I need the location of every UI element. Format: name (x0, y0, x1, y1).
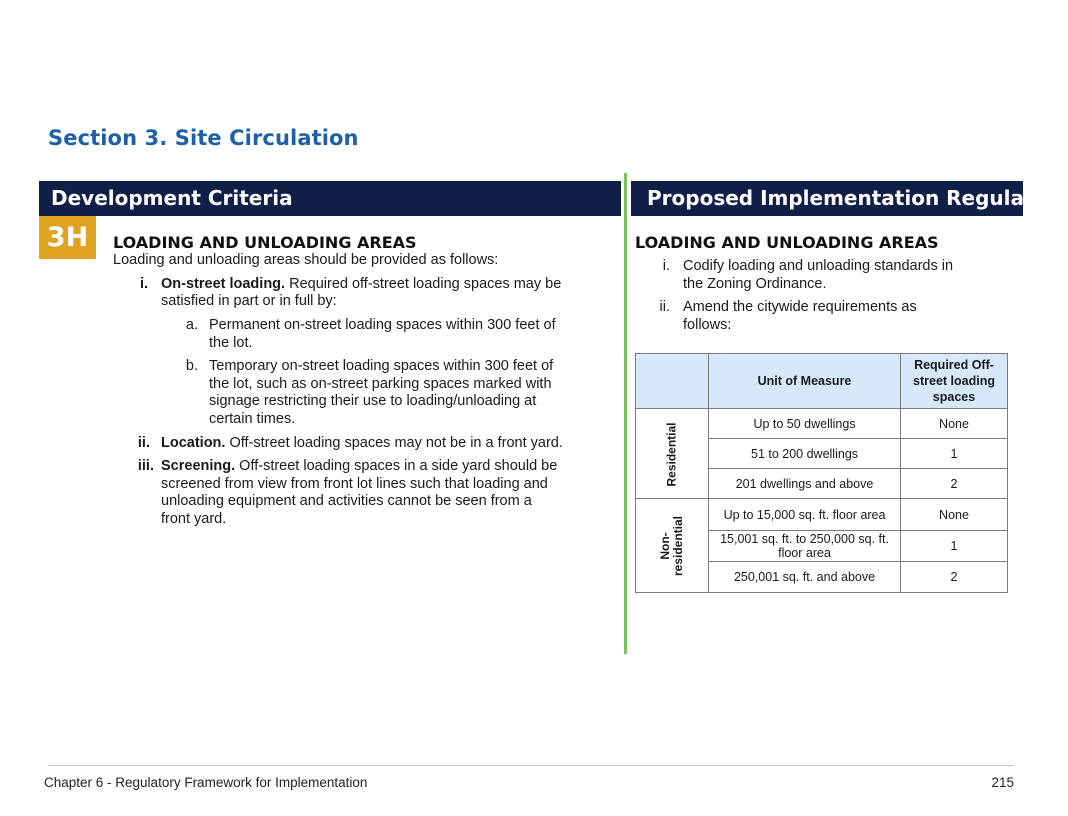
group-nonresidential (636, 499, 709, 593)
table-cell-unit: Up to 50 dwellings (709, 409, 901, 439)
group-residential (636, 409, 709, 499)
table-row (636, 499, 1008, 531)
table-cell-spaces: 2 (901, 562, 1008, 593)
subitem-b-line3: signage restricting their use to loading/unloading at (209, 393, 537, 409)
item-i-line2: satisfied in part or in full by: (161, 293, 337, 309)
item-i-text: Required off-street loading spaces may be (285, 276, 562, 292)
subitem-b-line1: Temporary on-street loading spaces within 300 feet of (209, 358, 554, 374)
rec-i-marker: i. (662, 258, 670, 274)
footer-chapter: Chapter 6 - Regulatory Framework for Implementation (44, 775, 368, 790)
table-cell-spaces: None (901, 499, 1008, 531)
group-nonresidential-label (659, 515, 685, 575)
subitem-a-line1: Permanent on-street loading spaces within 300 feet of (209, 317, 556, 333)
table-cell-spaces: 1 (901, 439, 1008, 469)
rec-i-line1: Codify loading and unloading standards in (683, 258, 954, 274)
table-header-row (636, 354, 1008, 409)
table-cell-spaces: 1 (901, 531, 1008, 562)
item-ii-lead: Location. (161, 435, 226, 451)
section-title: Section 3. Site Circulation (48, 126, 359, 150)
table-header-unit: Unit of Measure (709, 354, 901, 409)
rec-i-line2: the Zoning Ordinance. (683, 276, 827, 292)
table-row (636, 409, 1008, 439)
table-cell-unit: 15,001 sq. ft. to 250,000 sq. ft. floor area (709, 531, 901, 562)
rec-ii-marker: ii. (659, 299, 670, 315)
item-iii-line2: screened from view from front lot lines such that loading and (161, 476, 548, 492)
group-nonresidential-line1: Non- (658, 531, 673, 560)
subitem-b-line4: certain times. (209, 411, 296, 427)
table-cell-unit: 51 to 200 dwellings (709, 439, 901, 469)
table-cell-unit: Up to 15,000 sq. ft. floor area (709, 499, 901, 531)
item-ii-text: Off-street loading spaces may not be in a front yard. (225, 435, 563, 451)
item-i-lead: On-street loading. (161, 276, 286, 292)
subitem-a-line2: the lot. (209, 335, 253, 351)
loading-requirements-table (635, 353, 1008, 593)
subitem-b-line2: the lot, such as on-street parking spaces marked with (209, 376, 552, 392)
item-iii-lead: Screening. (161, 458, 236, 474)
table-header-blank (636, 354, 709, 409)
left-subtitle: LOADING AND UNLOADING AREAS (113, 233, 417, 252)
development-criteria-header: Development Criteria (39, 181, 621, 216)
item-iii-line4: front yard. (161, 511, 227, 527)
group-residential-label: Residential (664, 421, 679, 487)
item-i-marker: i. (139, 276, 148, 292)
left-intro: Loading and unloading areas should be provided as follows: (113, 252, 499, 268)
item-iii-text: Off-street loading spaces in a side yard should be (235, 458, 558, 474)
proposed-regulation-header: Proposed Implementation Regulation (631, 181, 1023, 216)
column-divider (624, 173, 627, 654)
rec-ii-line1: Amend the citywide requirements as (683, 299, 917, 315)
item-iii-line1 (161, 458, 557, 476)
item-iii-marker: iii. (137, 458, 154, 474)
item-ii-line1 (161, 435, 563, 453)
criteria-badge: 3H (39, 216, 96, 259)
group-nonresidential-line2: residential (671, 515, 686, 576)
page-number: 215 (991, 775, 1014, 790)
table-header-required: Required Off-street loading spaces (901, 354, 1008, 409)
item-ii-marker: ii. (137, 435, 150, 451)
table-cell-unit: 201 dwellings and above (709, 469, 901, 499)
right-subtitle: LOADING AND UNLOADING AREAS (635, 233, 939, 252)
subitem-a-marker: a. (185, 317, 198, 333)
footer-rule (48, 765, 1014, 766)
table-cell-unit: 250,001 sq. ft. and above (709, 562, 901, 593)
rec-ii-line2: follows: (683, 317, 732, 333)
subitem-b-marker: b. (185, 358, 198, 374)
table-cell-spaces: 2 (901, 469, 1008, 499)
item-iii-line3: unloading equipment and activities cannot be seen from a (161, 493, 532, 509)
table-cell-spaces: None (901, 409, 1008, 439)
item-i-line1 (161, 276, 561, 294)
